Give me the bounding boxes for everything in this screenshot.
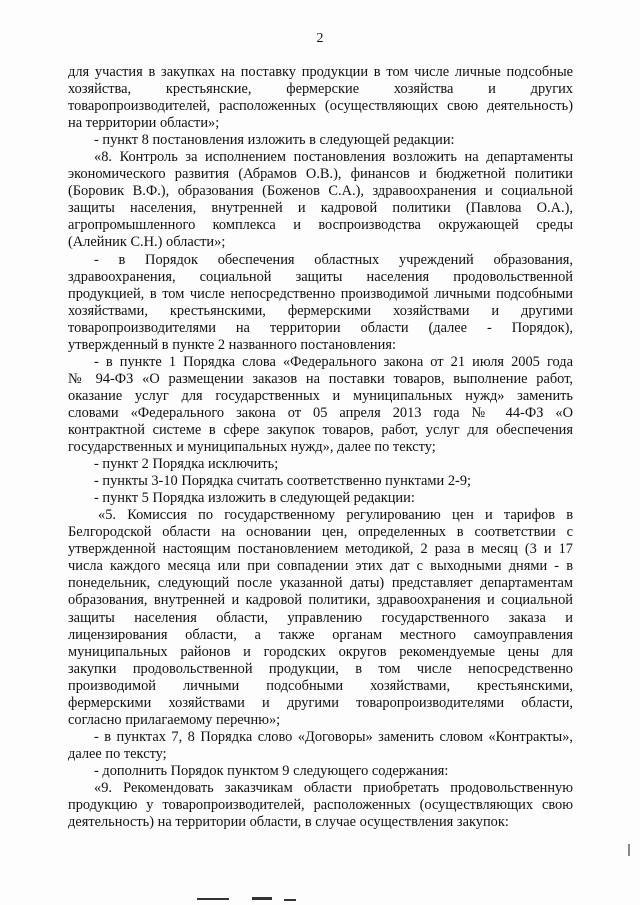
text-line: согласно прилагаемому перечню»; <box>68 711 281 728</box>
scan-artifact-mark <box>284 899 296 901</box>
text-line: - пункт 2 Порядка исключить; <box>94 456 279 473</box>
text-line: - дополнить Порядок пунктом 9 следующего содержания: <box>94 762 449 779</box>
page-number: 2 <box>316 31 324 46</box>
text-line: агропромышленного комплекса и воспроизводства окружающей среды <box>68 217 573 234</box>
text-line: оказание услуг для государственных и муниципальных нужд» заменить <box>68 387 573 404</box>
text-line: образования, внутренней и кадровой политики, здравоохранения и социальной <box>68 592 573 609</box>
text-line: продукцию у товаропроизводителей, расположенных (осуществляющих свою <box>68 797 573 814</box>
text-line: - в пункте 1 Порядка слова «Федерального закона от 21 июля 2005 года <box>94 353 573 370</box>
scan-artifact-mark <box>197 898 229 900</box>
text-line: товаропроизводителями на территории области (далее - Порядок), <box>68 319 573 336</box>
scan-artifact-mark <box>252 897 272 900</box>
text-line: хозяйствами, крестьянскими, фермерскими хозяйствами и другими <box>68 302 573 319</box>
scan-artifact-mark <box>628 844 630 856</box>
text-line: закупки продовольственной продукции, в том числе непосредственно <box>68 660 573 677</box>
text-line: деятельность) на территории области, в случае осуществления закупок: <box>68 814 509 831</box>
text-line: - в Порядок обеспечения областных учреждений образования, <box>94 251 573 268</box>
text-line: производимой личными подсобными хозяйствами, крестьянскими, <box>68 677 573 694</box>
text-line: муниципальных районов и городских округов рекомендуемые цены для <box>68 643 573 660</box>
text-line: (Боровик В.Ф.), образования (Боженов С.А.), здравоохранения и социальной <box>68 183 573 200</box>
text-line: здравоохранения, социальной защиты населения продовольственной <box>68 268 573 285</box>
text-line: утвержденный в пункте 2 названного постановления: <box>68 336 396 353</box>
text-line: для участия в закупках на поставку продукции в том числе личные подсобные <box>68 64 573 80</box>
text-line: на территории области»; <box>68 115 220 132</box>
text-line: экономического развития (Абрамов О.В.), финансов и бюджетной политики <box>68 166 573 183</box>
text-line: государственных и муниципальных нужд», далее по тексту; <box>68 439 436 456</box>
text-line: № 94-ФЗ «О размещении заказов на поставки товаров, выполнение работ, <box>68 370 573 387</box>
text-line: фермерскими хозяйствами и другими товаропроизводителями области, <box>68 694 573 711</box>
text-line: - в пунктах 7, 8 Порядка слово «Договоры» заменить словом «Контракты», <box>94 728 573 745</box>
text-line: «9. Рекомендовать заказчикам области приобретать продовольственную <box>94 779 573 796</box>
text-line: защиты населения области, управлению государственного заказа и <box>68 609 573 626</box>
text-line: - пункты 3-10 Порядка считать соответственно пунктами 2-9; <box>94 473 472 490</box>
text-line: словами «Федерального закона от 05 апреля 2013 года № 44-ФЗ «О <box>68 404 573 421</box>
text-line: лицензирования области, а также органам местного самоуправления <box>68 626 573 643</box>
text-line: «5. Комиссия по государственному регулированию цен и тарифов в <box>98 507 573 524</box>
text-line: контрактной системе в сфере закупок товаров, работ, услуг для обеспечения <box>68 421 573 438</box>
text-line: хозяйства, крестьянские, фермерские хозяйства и других <box>68 81 573 98</box>
text-line: утвержденной настоящим постановлением методикой, 2 раза в месяц (3 и 17 <box>68 541 573 558</box>
text-line: понедельник, следующий после указанной даты) представляет департаментам <box>68 575 573 592</box>
text-line: Белгородской области на основании цен, определенных в соответствии с <box>68 524 573 541</box>
text-line: «8. Контроль за исполнением постановления возложить на департаменты <box>94 149 573 166</box>
text-line: далее по тексту; <box>68 745 167 762</box>
text-line: - пункт 5 Порядка изложить в следующей редакции: <box>94 490 415 507</box>
document-body <box>68 64 573 831</box>
text-line: защиты населения, внутренней и кадровой политики (Павлова О.А.), <box>68 200 573 217</box>
text-line: - пункт 8 постановления изложить в следующей редакции: <box>94 132 455 149</box>
text-line: (Алейник С.Н.) области»; <box>68 234 226 251</box>
text-line: товаропроизводителей, расположенных (осуществляющих свою деятельность) <box>68 98 573 115</box>
text-line: продукцией, в том числе непосредственно производимой личными подсобными <box>68 285 573 302</box>
text-line: числа каждого месяца или при совпадении этих дат с выходными днями - в <box>68 558 573 575</box>
